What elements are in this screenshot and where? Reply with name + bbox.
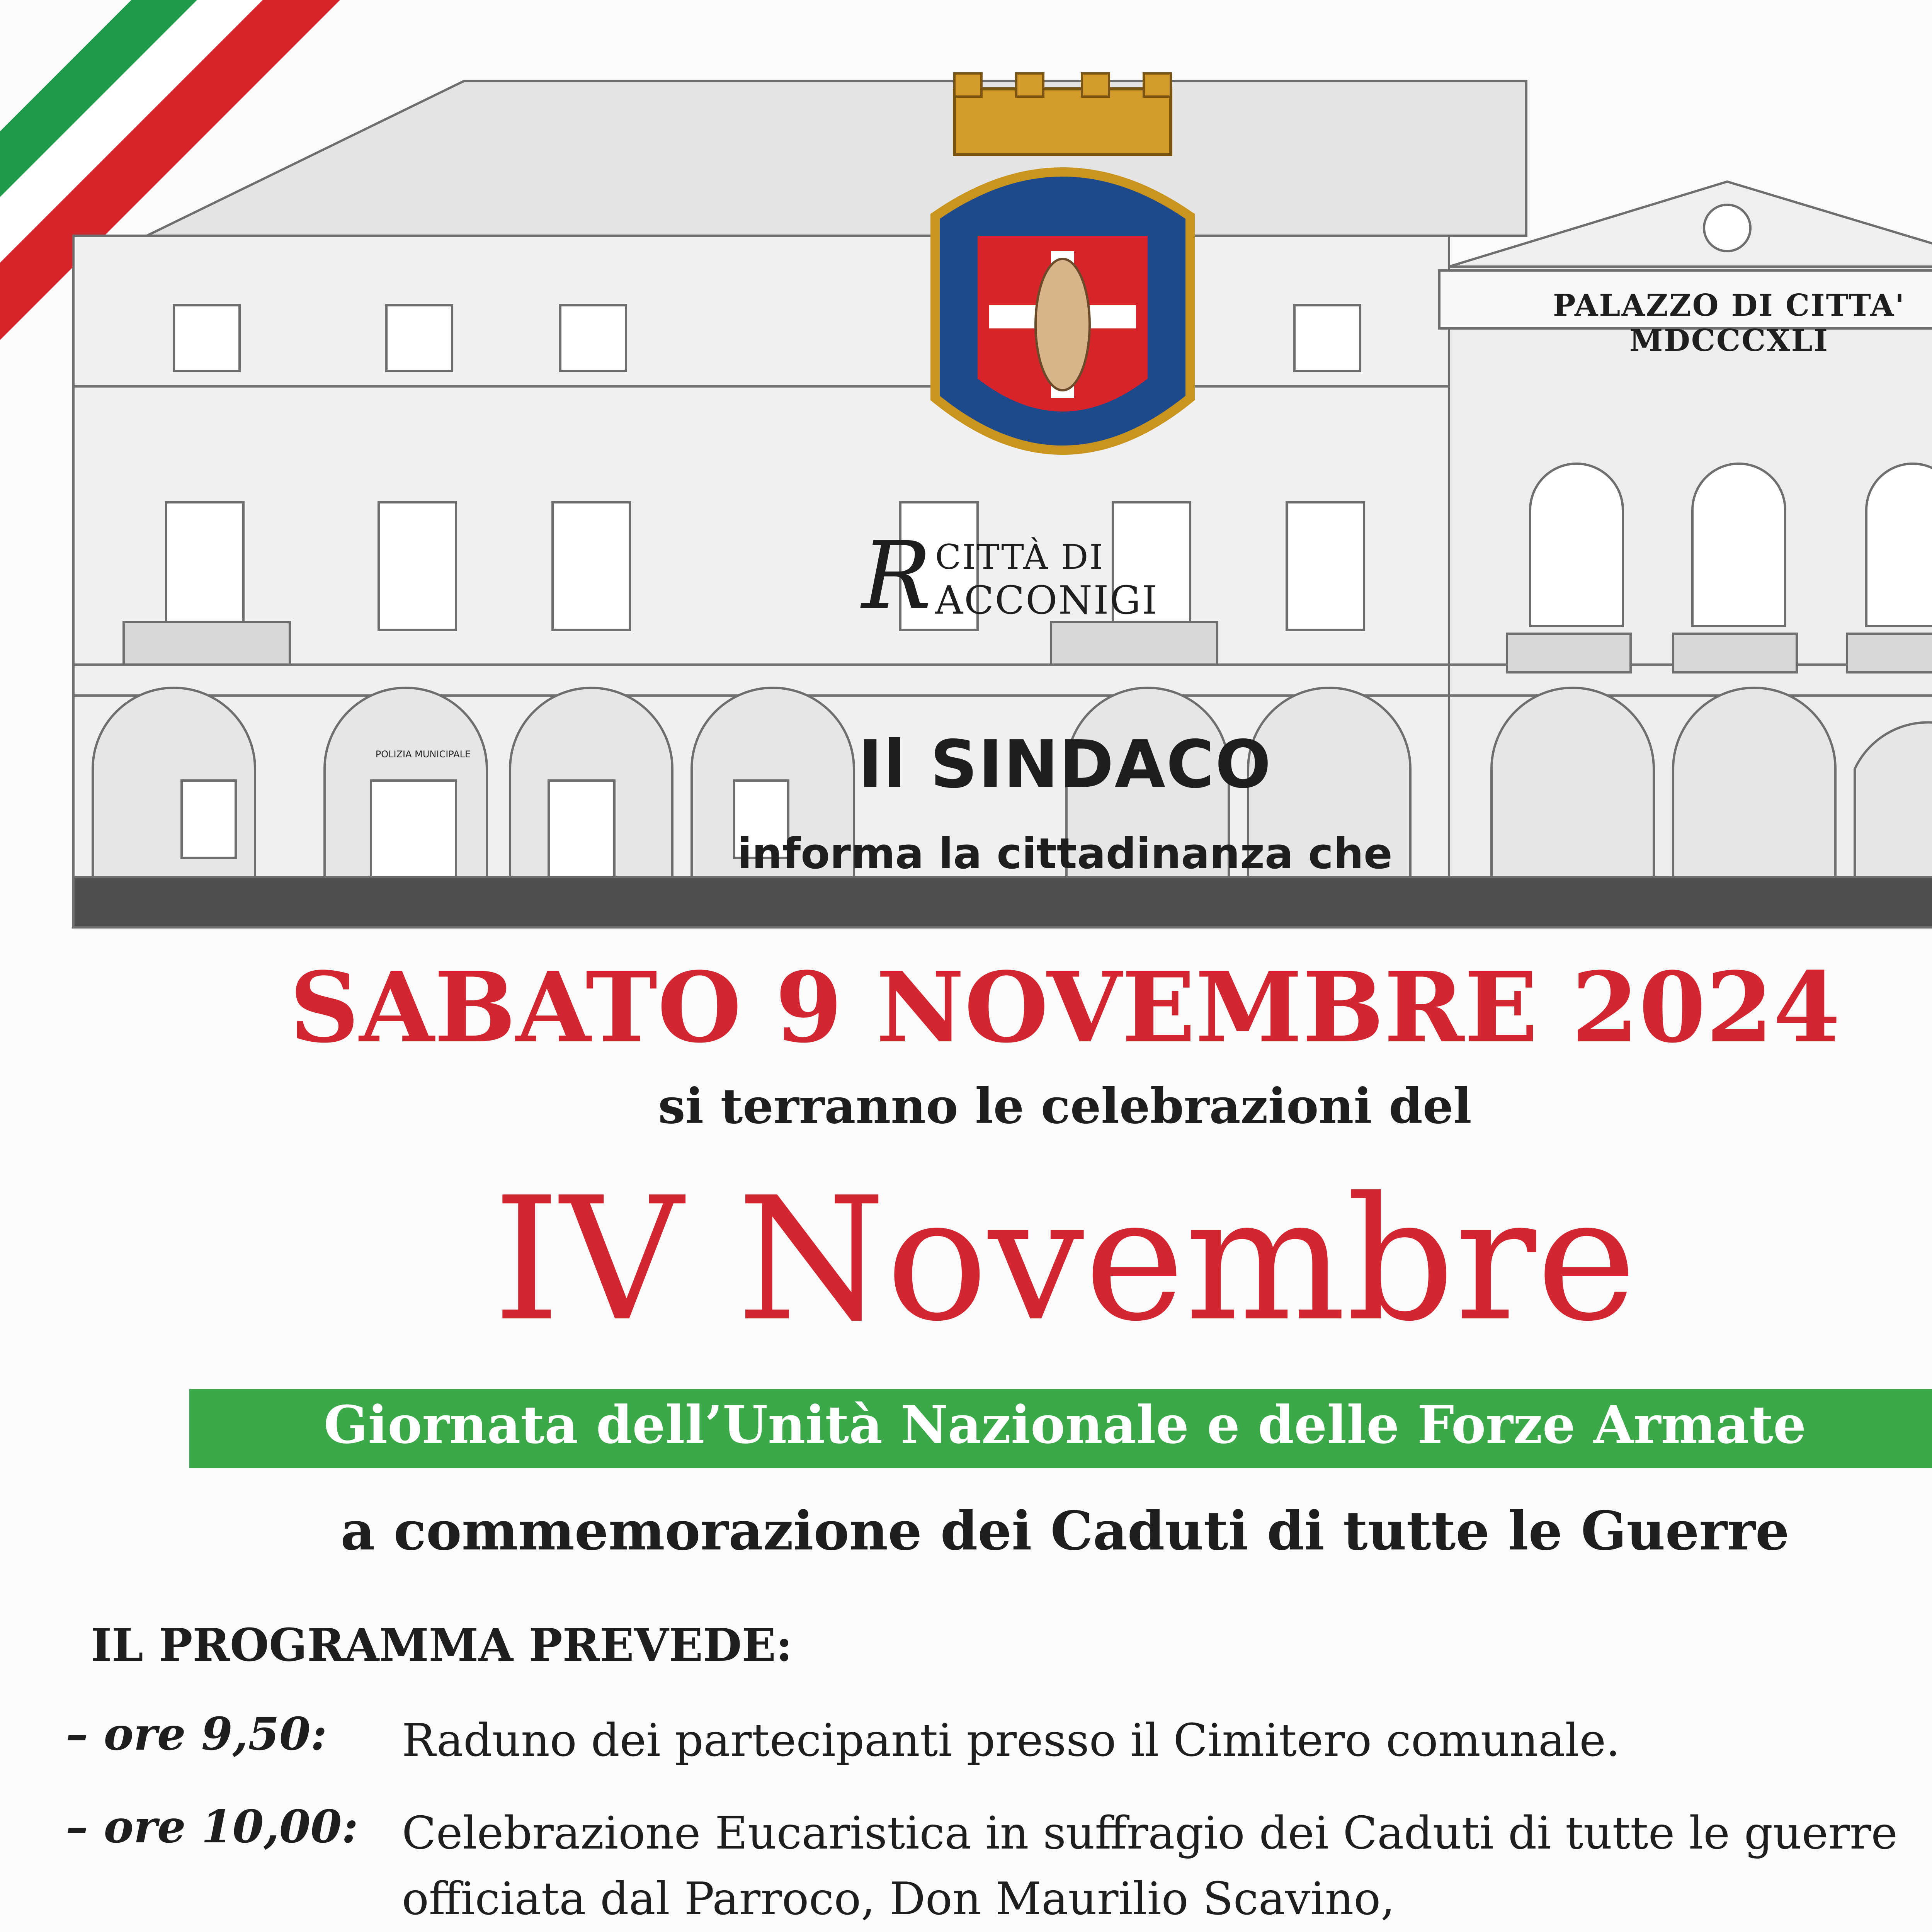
building-sign: PALAZZO DI CITTA' MDCCCXLI (1553, 288, 1906, 358)
program-line: officiata dal Parroco, Don Maurilio Scavino, (402, 1873, 1395, 1925)
program-text (402, 1708, 1620, 1774)
mayor-subtitle: informa la cittadinanza che (737, 829, 1393, 878)
event-dedication: a commemorazione dei Caduti di tutte le Guerre (340, 1499, 1789, 1562)
event-name: IV Novembre (493, 1161, 1637, 1359)
logo-initial: R (862, 522, 932, 630)
program-line: Raduno dei partecipanti presso il Cimitero comunale. (402, 1714, 1620, 1767)
logo-line2: ACCONIGI (935, 578, 1158, 623)
event-subtitle: Giornata dell’Unità Nazionale e delle Forze Armate (323, 1394, 1806, 1455)
coat-of-arms (935, 73, 1190, 450)
program-text (402, 1801, 1898, 1932)
program-heading: IL PROGRAMMA PREVEDE: (91, 1619, 793, 1672)
logo-line1: CITTÀ DI (935, 537, 1104, 577)
program-time: – ore 9,50: (66, 1708, 327, 1760)
city-logo (862, 522, 1271, 630)
event-intro: si terranno le celebrazioni del (658, 1078, 1472, 1134)
event-date: SABATO 9 NOVEMBRE 2024 (289, 951, 1840, 1064)
mayor-title: Il SINDACO (858, 726, 1272, 803)
police-sign: POLIZIA MUNICIPALE (375, 749, 471, 760)
program-time: – ore 10,00: (66, 1801, 359, 1853)
program-line: Celebrazione Eucaristica in suffragio dei Caduti di tutte le guerre (402, 1807, 1898, 1859)
